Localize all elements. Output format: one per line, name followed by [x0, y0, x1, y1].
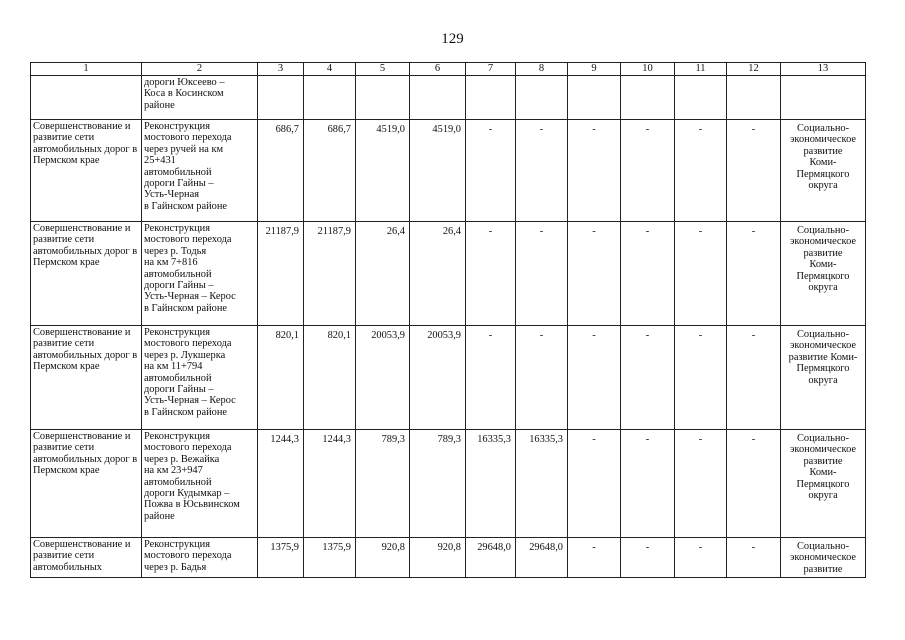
table-row	[31, 76, 866, 120]
project-line: через ручей на км	[144, 143, 224, 155]
value-cell-col-10: -	[621, 120, 675, 222]
target-program-line: экономическое	[789, 552, 857, 564]
value-cell-col-6: 920,8	[410, 538, 466, 578]
data-table	[30, 62, 866, 578]
value-cell-col-9: -	[568, 326, 621, 430]
target-program-line: Пермяцкого	[796, 363, 850, 375]
project-line: дороги Гайны –	[144, 280, 214, 292]
value-cell-col-4: 820,1	[304, 326, 356, 430]
project-line: автомобильной	[144, 372, 212, 384]
value-cell-col-11: -	[675, 222, 727, 326]
value-cell-col-5: 20053,9	[356, 326, 410, 430]
target-program-line: экономическое	[789, 444, 857, 456]
program-cell	[31, 76, 142, 120]
column-header-8: 8	[516, 63, 568, 76]
project-cell	[142, 76, 258, 120]
target-program-line: развитие	[803, 247, 843, 259]
value-cell-col-3	[258, 76, 304, 120]
project-line: на км 7+816	[144, 257, 198, 269]
column-header-5: 5	[356, 63, 410, 76]
value-cell-col-4	[304, 76, 356, 120]
target-program-cell	[781, 120, 866, 222]
value-cell-col-10: -	[621, 538, 675, 578]
project-line: Реконструкция	[144, 121, 211, 132]
value-cell-col-9	[568, 76, 621, 120]
project-line: в Гайнском районе	[144, 200, 228, 212]
value-cell-col-3: 820,1	[258, 326, 304, 430]
value-cell-col-7: 16335,3	[466, 430, 516, 538]
program-cell: Совершенствование и развитие сети автомобильных	[31, 538, 142, 578]
target-program-line: Социально-	[796, 123, 850, 134]
value-cell-col-8: -	[516, 120, 568, 222]
project-cell	[142, 120, 258, 222]
value-cell-col-8: 16335,3	[516, 430, 568, 538]
value-cell-col-12	[727, 76, 781, 120]
target-program-line: экономическое	[789, 134, 857, 146]
project-line: Усть-Черная – Керос	[144, 291, 236, 303]
target-program-line: Коми-	[809, 259, 837, 271]
target-program-line: развитие Коми-	[788, 351, 858, 363]
value-cell-col-8: -	[516, 326, 568, 430]
project-cell	[142, 538, 258, 578]
value-cell-col-5: 789,3	[356, 430, 410, 538]
value-cell-col-7: 29648,0	[466, 538, 516, 578]
page-number: 129	[441, 31, 464, 47]
column-header-6: 6	[410, 63, 466, 76]
project-line: Коса в Косинском	[144, 88, 224, 100]
target-program-line: Коми-	[809, 467, 837, 479]
target-program-line: округа	[808, 180, 838, 192]
column-header-4: 4	[304, 63, 356, 76]
project-line: Пожва в Юсьвинском	[144, 499, 240, 511]
column-header-3: 3	[258, 63, 304, 76]
target-program-line: Пермяцкого	[796, 270, 850, 282]
target-program-line: Пермяцкого	[796, 478, 850, 490]
value-cell-col-4: 21187,9	[304, 222, 356, 326]
project-line: дороги Гайны –	[144, 384, 214, 396]
program-cell: Совершенствование и развитие сети автомобильных дорог в Пермском крае	[31, 222, 142, 326]
project-line: на км 23+947	[144, 465, 203, 477]
value-cell-col-10: -	[621, 430, 675, 538]
target-program-line: округа	[808, 490, 838, 502]
project-line: Усть-Черная	[144, 189, 199, 201]
target-program-line: экономическое	[789, 340, 857, 352]
project-cell	[142, 222, 258, 326]
target-program-cell	[781, 430, 866, 538]
value-cell-col-12: -	[727, 538, 781, 578]
project-line: через р. Бадья	[144, 561, 207, 573]
column-header-10: 10	[621, 63, 675, 76]
value-cell-col-4: 1375,9	[304, 538, 356, 578]
program-cell: Совершенствование и развитие сети автомобильных дорог в Пермском крае	[31, 430, 142, 538]
project-line: в Гайнском районе	[144, 302, 228, 314]
project-line: мостового перехода	[144, 132, 232, 144]
value-cell-col-11: -	[675, 120, 727, 222]
value-cell-col-7	[466, 76, 516, 120]
value-cell-col-5: 920,8	[356, 538, 410, 578]
target-program-cell	[781, 538, 866, 578]
column-header-11: 11	[675, 63, 727, 76]
target-program-line: Пермяцкого	[796, 168, 850, 180]
value-cell-col-6: 4519,0	[410, 120, 466, 222]
target-program-cell	[781, 76, 866, 120]
project-line: автомобильной	[144, 268, 212, 280]
table-row	[31, 326, 866, 430]
project-line: дороги Юксеево –	[144, 77, 225, 88]
value-cell-col-11: -	[675, 538, 727, 578]
project-line: 25+431	[144, 155, 176, 167]
project-line: мостового перехода	[144, 234, 232, 246]
target-program-line: Социально-	[796, 329, 850, 340]
project-line: Реконструкция	[144, 539, 211, 550]
target-program-line: развитие	[803, 145, 843, 157]
value-cell-col-8	[516, 76, 568, 120]
project-line: мостового перехода	[144, 442, 232, 454]
project-line: районе	[144, 99, 175, 111]
target-program-line: экономическое	[789, 236, 857, 248]
value-cell-col-7: -	[466, 120, 516, 222]
table-row	[31, 430, 866, 538]
value-cell-col-10: -	[621, 222, 675, 326]
value-cell-col-9: -	[568, 120, 621, 222]
value-cell-col-10: -	[621, 326, 675, 430]
project-line: в Гайнском районе	[144, 406, 228, 418]
target-program-cell	[781, 222, 866, 326]
project-line: дороги Кудымкар –	[144, 488, 230, 500]
target-program-line: Социально-	[796, 225, 850, 236]
column-header-13: 13	[781, 63, 866, 76]
value-cell-col-11: -	[675, 430, 727, 538]
column-header-7: 7	[466, 63, 516, 76]
project-line: Реконструкция	[144, 431, 211, 442]
value-cell-col-3: 1375,9	[258, 538, 304, 578]
value-cell-col-6: 789,3	[410, 430, 466, 538]
target-program-line: Коми-	[809, 157, 837, 169]
value-cell-col-6: 20053,9	[410, 326, 466, 430]
project-line: Реконструкция	[144, 327, 211, 338]
project-line: через р. Вежайка	[144, 453, 220, 465]
value-cell-col-8: -	[516, 222, 568, 326]
value-cell-col-5: 26,4	[356, 222, 410, 326]
value-cell-col-5: 4519,0	[356, 120, 410, 222]
target-program-cell	[781, 326, 866, 430]
value-cell-col-5	[356, 76, 410, 120]
project-line: мостового перехода	[144, 550, 232, 562]
value-cell-col-3: 1244,3	[258, 430, 304, 538]
project-line: на км 11+794	[144, 361, 203, 373]
target-program-line: Социально-	[796, 541, 850, 552]
value-cell-col-7: -	[466, 222, 516, 326]
target-program-line: Социально-	[796, 433, 850, 444]
value-cell-col-6: 26,4	[410, 222, 466, 326]
project-line: мостового перехода	[144, 338, 232, 350]
column-header-9: 9	[568, 63, 621, 76]
value-cell-col-12: -	[727, 430, 781, 538]
value-cell-col-4: 1244,3	[304, 430, 356, 538]
value-cell-col-6	[410, 76, 466, 120]
table-row	[31, 538, 866, 578]
project-cell	[142, 326, 258, 430]
project-line: автомобильной	[144, 166, 212, 178]
value-cell-col-9: -	[568, 538, 621, 578]
value-cell-col-3: 21187,9	[258, 222, 304, 326]
project-cell	[142, 430, 258, 538]
project-line: через р. Лукшерка	[144, 349, 226, 361]
value-cell-col-12: -	[727, 326, 781, 430]
column-header-1: 1	[31, 63, 142, 76]
program-cell: Совершенствование и развитие сети автомобильных дорог в Пермском крае	[31, 120, 142, 222]
value-cell-col-9: -	[568, 430, 621, 538]
table-row	[31, 222, 866, 326]
value-cell-col-7: -	[466, 326, 516, 430]
project-line: через р. Тодья	[144, 245, 207, 257]
value-cell-col-12: -	[727, 120, 781, 222]
value-cell-col-9: -	[568, 222, 621, 326]
target-program-line: развитие	[803, 563, 843, 575]
header-row	[31, 63, 866, 76]
program-cell: Совершенствование и развитие сети автомобильных дорог в Пермском крае	[31, 326, 142, 430]
column-header-12: 12	[727, 63, 781, 76]
target-program-line: округа	[808, 374, 838, 386]
value-cell-col-10	[621, 76, 675, 120]
value-cell-col-11: -	[675, 326, 727, 430]
value-cell-col-11	[675, 76, 727, 120]
value-cell-col-3: 686,7	[258, 120, 304, 222]
project-line: автомобильной	[144, 476, 212, 488]
project-line: дороги Гайны –	[144, 178, 214, 190]
value-cell-col-4: 686,7	[304, 120, 356, 222]
project-line: районе	[144, 510, 175, 522]
project-line: Реконструкция	[144, 223, 211, 234]
project-line: Усть-Черная – Керос	[144, 395, 236, 407]
value-cell-col-8: 29648,0	[516, 538, 568, 578]
table-row	[31, 120, 866, 222]
target-program-line: округа	[808, 282, 838, 294]
column-header-2: 2	[142, 63, 258, 76]
target-program-line: развитие	[803, 455, 843, 467]
value-cell-col-12: -	[727, 222, 781, 326]
